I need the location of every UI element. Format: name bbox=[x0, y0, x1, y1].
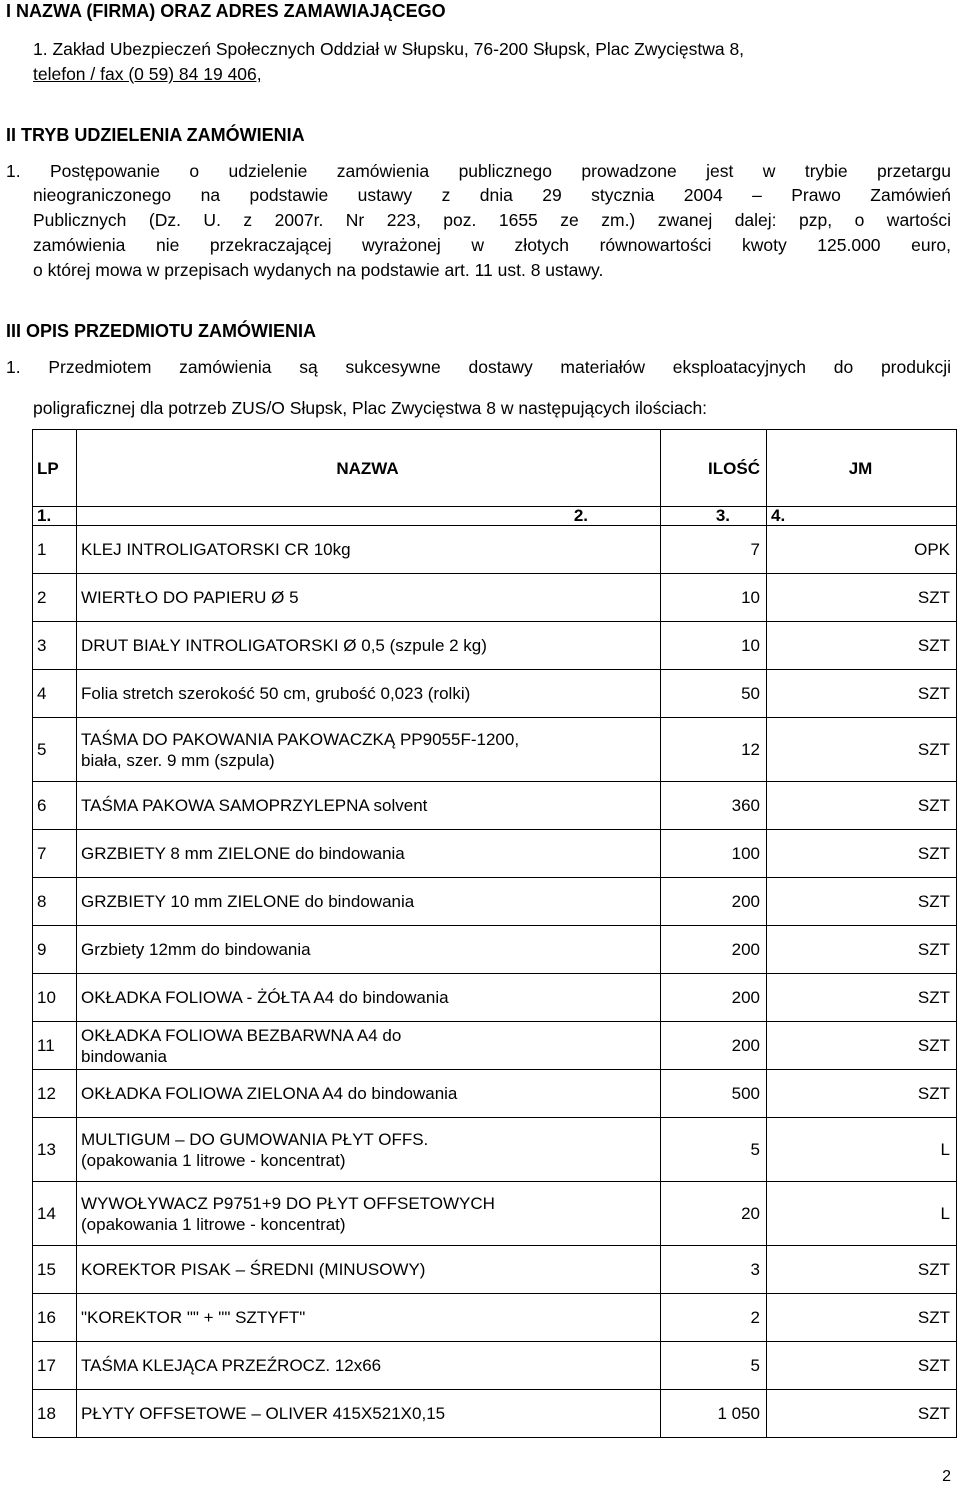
column-number-qty: 3. bbox=[661, 507, 767, 526]
row-name: OKŁADKA FOLIOWA ZIELONA A4 do bindowania bbox=[77, 1070, 661, 1118]
row-lp: 5 bbox=[33, 718, 77, 782]
row-name: TAŚMA KLEJĄCA PRZEŹROCZ. 12x66 bbox=[77, 1342, 661, 1390]
table-row bbox=[33, 1294, 957, 1342]
row-qty: 20 bbox=[661, 1182, 767, 1246]
table-row bbox=[33, 1022, 957, 1070]
row-qty: 1 050 bbox=[661, 1390, 767, 1438]
row-unit: SZT bbox=[767, 830, 957, 878]
row-name: TAŚMA PAKOWA SAMOPRZYLEPNA solvent bbox=[77, 782, 661, 830]
row-lp: 9 bbox=[33, 926, 77, 974]
table-row bbox=[33, 1246, 957, 1294]
row-lp: 15 bbox=[33, 1246, 77, 1294]
page-number: 2 bbox=[942, 1468, 951, 1485]
row-name: GRZBIETY 10 mm ZIELONE do bindowania bbox=[77, 878, 661, 926]
row-name: MULTIGUM – DO GUMOWANIA PŁYT OFFS. (opakowania 1 litrowe - koncentrat) bbox=[77, 1118, 661, 1182]
row-unit: OPK bbox=[767, 526, 957, 574]
table-row bbox=[33, 1390, 957, 1438]
row-unit: SZT bbox=[767, 670, 957, 718]
row-name: "KOREKTOR "" + "" SZTYFT" bbox=[77, 1294, 661, 1342]
row-unit: SZT bbox=[767, 1342, 957, 1390]
section-3-heading: III OPIS PRZEDMIOTU ZAMÓWIENIA bbox=[6, 321, 316, 341]
row-qty: 200 bbox=[661, 1022, 767, 1070]
procedure-text-line-1: 1. Postępowanie o udzielenie zamówienia publicznego prowadzone jest w trybie przetargu bbox=[6, 161, 951, 181]
procedure-text-line-4: zamówienia nie przekraczającej wyrażonej w złotych równowartości kwoty 125.000 euro, bbox=[33, 235, 951, 255]
ordering-party-phone: telefon / fax (0 59) 84 19 406, bbox=[33, 64, 262, 84]
row-unit: SZT bbox=[767, 974, 957, 1022]
row-lp: 6 bbox=[33, 782, 77, 830]
items-table bbox=[32, 429, 957, 1438]
row-name: WYWOŁYWACZ P9751+9 DO PŁYT OFFSETOWYCH (opakowania 1 litrowe - koncentrat) bbox=[77, 1182, 661, 1246]
row-name: Folia stretch szerokość 50 cm, grubość 0,023 (rolki) bbox=[77, 670, 661, 718]
row-name: KLEJ INTROLIGATORSKI CR 10kg bbox=[77, 526, 661, 574]
section-2-heading: II TRYB UDZIELENIA ZAMÓWIENIA bbox=[6, 125, 305, 145]
column-number-unit: 4. bbox=[767, 507, 957, 526]
column-number-row bbox=[33, 507, 957, 526]
row-name: GRZBIETY 8 mm ZIELONE do bindowania bbox=[77, 830, 661, 878]
row-qty: 500 bbox=[661, 1070, 767, 1118]
row-lp: 17 bbox=[33, 1342, 77, 1390]
row-unit: L bbox=[767, 1118, 957, 1182]
row-unit: SZT bbox=[767, 1070, 957, 1118]
row-name: PŁYTY OFFSETOWE – OLIVER 415X521X0,15 bbox=[77, 1390, 661, 1438]
row-lp: 3 bbox=[33, 622, 77, 670]
row-unit: SZT bbox=[767, 1246, 957, 1294]
row-unit: SZT bbox=[767, 622, 957, 670]
row-lp: 7 bbox=[33, 830, 77, 878]
header-name: NAZWA bbox=[77, 430, 661, 507]
row-lp: 4 bbox=[33, 670, 77, 718]
row-lp: 18 bbox=[33, 1390, 77, 1438]
row-qty: 12 bbox=[661, 718, 767, 782]
row-name: Grzbiety 12mm do bindowania bbox=[77, 926, 661, 974]
ordering-party-address: 1. Zakład Ubezpieczeń Społecznych Oddział w Słupsku, 76-200 Słupsk, Plac Zwycięstwa 8, bbox=[33, 39, 745, 59]
table-row bbox=[33, 670, 957, 718]
row-qty: 10 bbox=[661, 622, 767, 670]
procedure-text-line-3: Publicznych (Dz. U. z 2007r. Nr 223, poz. 1655 ze zm.) zwanej dalej: pzp, o wartości bbox=[33, 210, 951, 230]
row-qty: 3 bbox=[661, 1246, 767, 1294]
row-qty: 360 bbox=[661, 782, 767, 830]
table-row bbox=[33, 782, 957, 830]
row-name: OKŁADKA FOLIOWA BEZBARWNA A4 do bindowania bbox=[77, 1022, 661, 1070]
row-unit: SZT bbox=[767, 782, 957, 830]
header-unit: JM bbox=[767, 430, 957, 507]
row-lp: 16 bbox=[33, 1294, 77, 1342]
row-unit: SZT bbox=[767, 718, 957, 782]
procedure-text-line-2: nieograniczonego na podstawie ustawy z dnia 29 stycznia 2004 – Prawo Zamówień bbox=[33, 185, 951, 205]
table-row bbox=[33, 1118, 957, 1182]
row-qty: 5 bbox=[661, 1118, 767, 1182]
row-name: DRUT BIAŁY INTROLIGATORSKI Ø 0,5 (szpule 2 kg) bbox=[77, 622, 661, 670]
header-lp: LP bbox=[33, 430, 77, 507]
table-row bbox=[33, 926, 957, 974]
row-lp: 2 bbox=[33, 574, 77, 622]
table-row bbox=[33, 1182, 957, 1246]
row-lp: 10 bbox=[33, 974, 77, 1022]
row-qty: 2 bbox=[661, 1294, 767, 1342]
row-qty: 200 bbox=[661, 878, 767, 926]
row-qty: 200 bbox=[661, 926, 767, 974]
row-unit: L bbox=[767, 1182, 957, 1246]
row-unit: SZT bbox=[767, 574, 957, 622]
row-name: TAŚMA DO PAKOWANIA PAKOWACZKĄ PP9055F-1200, biała, szer. 9 mm (szpula) bbox=[77, 718, 661, 782]
row-unit: SZT bbox=[767, 1390, 957, 1438]
row-qty: 5 bbox=[661, 1342, 767, 1390]
procedure-text-line-5: o której mowa w przepisach wydanych na podstawie art. 11 ust. 8 ustawy. bbox=[33, 260, 604, 280]
header-qty: ILOŚĆ bbox=[661, 430, 767, 507]
section-1-heading: I NAZWA (FIRMA) ORAZ ADRES ZAMAWIAJĄCEGO bbox=[6, 1, 446, 21]
table-row bbox=[33, 830, 957, 878]
column-number-name: 2. bbox=[77, 507, 661, 526]
table-row bbox=[33, 1070, 957, 1118]
row-qty: 7 bbox=[661, 526, 767, 574]
row-name: KOREKTOR PISAK – ŚREDNI (MINUSOWY) bbox=[77, 1246, 661, 1294]
row-unit: SZT bbox=[767, 926, 957, 974]
row-name: WIERTŁO DO PAPIERU Ø 5 bbox=[77, 574, 661, 622]
row-unit: SZT bbox=[767, 878, 957, 926]
row-qty: 10 bbox=[661, 574, 767, 622]
row-qty: 50 bbox=[661, 670, 767, 718]
row-qty: 100 bbox=[661, 830, 767, 878]
row-lp: 8 bbox=[33, 878, 77, 926]
row-lp: 12 bbox=[33, 1070, 77, 1118]
subject-text-line-2: poligraficznej dla potrzeb ZUS/O Słupsk, Plac Zwycięstwa 8 w następujących ilościach: bbox=[33, 398, 708, 418]
table-row bbox=[33, 878, 957, 926]
row-name: OKŁADKA FOLIOWA - ŻÓŁTA A4 do bindowania bbox=[77, 974, 661, 1022]
row-lp: 13 bbox=[33, 1118, 77, 1182]
table-row bbox=[33, 718, 957, 782]
row-lp: 1 bbox=[33, 526, 77, 574]
table-header-row bbox=[33, 430, 957, 507]
row-unit: SZT bbox=[767, 1022, 957, 1070]
table-row bbox=[33, 1342, 957, 1390]
table-row bbox=[33, 622, 957, 670]
row-lp: 11 bbox=[33, 1022, 77, 1070]
table-row bbox=[33, 526, 957, 574]
row-qty: 200 bbox=[661, 974, 767, 1022]
column-number-lp: 1. bbox=[33, 507, 77, 526]
row-lp: 14 bbox=[33, 1182, 77, 1246]
table-row bbox=[33, 974, 957, 1022]
row-unit: SZT bbox=[767, 1294, 957, 1342]
subject-text-line-1: 1. Przedmiotem zamówienia są sukcesywne dostawy materiałów eksploatacyjnych do produkcji bbox=[6, 357, 951, 377]
table-row bbox=[33, 574, 957, 622]
